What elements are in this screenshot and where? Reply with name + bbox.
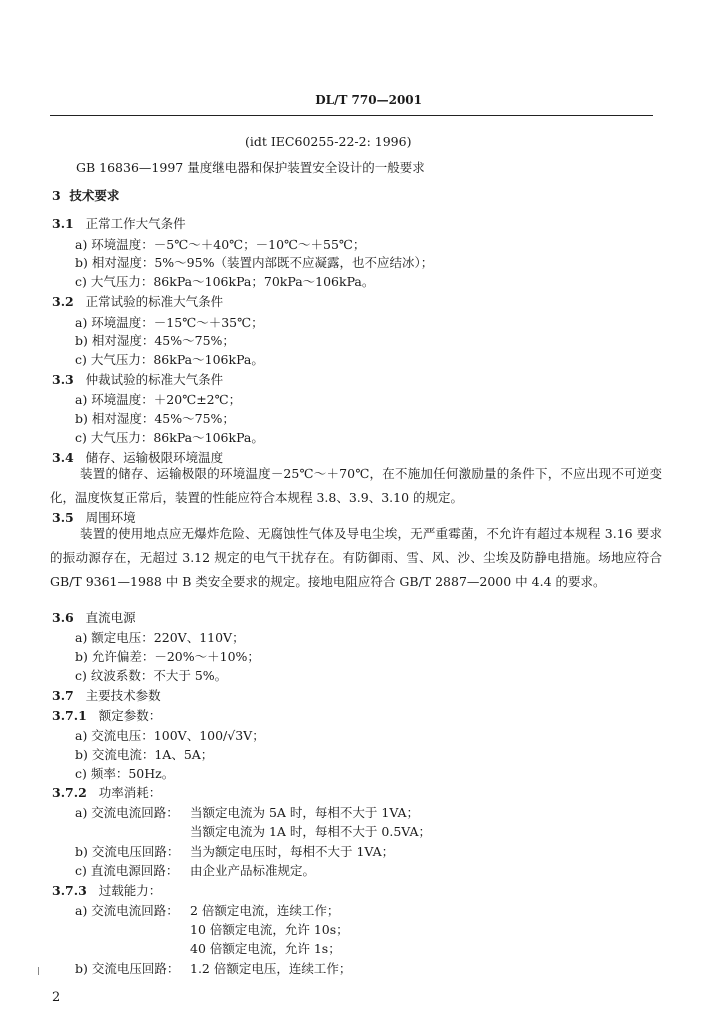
reference-gb16836: GB 16836—1997 量度继电器和保护装置安全设计的一般要求 bbox=[76, 160, 425, 175]
clause-3-6-item-b: b) 允许偏差：－20%～＋10%； bbox=[75, 649, 260, 664]
clause-3-7-2-item-c-line: 由企业产品标准规定。 bbox=[190, 863, 316, 878]
clause-3-7-2-item-a-line1: 当额定电流为 5A 时，每相不大于 1VA； bbox=[190, 805, 420, 820]
scan-mark bbox=[38, 967, 39, 975]
clause-title: 额定参数： bbox=[98, 708, 162, 723]
clause-3-2-heading bbox=[52, 292, 223, 310]
clause-3-7-2-item-c-label: c) 直流电源回路： bbox=[75, 863, 179, 878]
clause-3-3-item-b: b) 相对湿度：45%～75%； bbox=[75, 411, 235, 426]
clause-number: 3.1 bbox=[52, 216, 74, 231]
clause-title: 周围环境 bbox=[85, 510, 136, 525]
clause-3-5-body: 装置的使用地点应无爆炸危险、无腐蚀性气体及导电尘埃，无严重霉菌，不允许有超过本规程 3.16 要求的振动源存在，无超过 3.12 规定的电气干扰存在。有防御雨、雪、风、沙、尘埃及防静电措施。场地应符合 GB/T 9361—1988 中 B 类安全要求的规定。接地电阻应符合 GB/T 2887—2000 中 4.4 的要求。 bbox=[50, 526, 662, 589]
clause-3-3-item-a: a) 环境温度：＋20℃±2℃； bbox=[75, 392, 242, 407]
page-number: 2 bbox=[52, 990, 61, 1005]
clause-3-2-item-b: b) 相对湿度：45%～75%； bbox=[75, 333, 235, 348]
clause-title: 正常工作大气条件 bbox=[85, 216, 186, 231]
clause-3-7-2-item-a-label: a) 交流电流回路： bbox=[75, 805, 179, 820]
clause-number: 3.6 bbox=[52, 610, 74, 625]
clause-3-7-2-heading bbox=[52, 783, 161, 801]
section-number: 3 bbox=[52, 188, 61, 203]
clause-3-7-1-heading bbox=[52, 706, 161, 724]
clause-number: 3.7 bbox=[52, 688, 74, 703]
clause-3-1-item-a: a) 环境温度：－5℃～＋40℃；－10℃～＋55℃； bbox=[75, 237, 366, 252]
clause-3-6-item-c: c) 纹波系数：不大于 5%。 bbox=[75, 668, 228, 683]
clause-3-7-3-item-b-label: b) 交流电压回路： bbox=[75, 961, 180, 976]
clause-title: 直流电源 bbox=[85, 610, 136, 625]
clause-number: 3.4 bbox=[52, 450, 74, 465]
clause-3-7-heading bbox=[52, 686, 161, 704]
clause-title: 主要技术参数 bbox=[85, 688, 161, 703]
clause-number: 3.5 bbox=[52, 510, 74, 525]
clause-3-1-item-c: c) 大气压力：86kPa～106kPa；70kPa～106kPa。 bbox=[75, 274, 375, 289]
clause-3-1-item-b: b) 相对湿度：5%～95%（装置内部既不应凝露，也不应结冰）； bbox=[75, 255, 434, 270]
clause-number: 3.7.2 bbox=[52, 785, 87, 800]
clause-number: 3.3 bbox=[52, 372, 74, 387]
clause-3-7-2-item-a-line2: 当额定电流为 1A 时，每相不大于 0.5VA； bbox=[190, 824, 431, 839]
clause-3-2-item-c: c) 大气压力：86kPa～106kPa。 bbox=[75, 352, 264, 367]
section-title: 技术要求 bbox=[69, 188, 120, 203]
clause-3-2-item-a: a) 环境温度：－15℃～＋35℃； bbox=[75, 315, 264, 330]
clause-3-7-1-item-b: b) 交流电流：1A、5A； bbox=[75, 747, 214, 762]
document-code-header: DL/T 770—2001 bbox=[315, 93, 422, 107]
clause-number: 3.7.3 bbox=[52, 883, 87, 898]
clause-3-4-body: 装置的储存、运输极限的环境温度－25℃～＋70℃，在不施加任何激励量的条件下，不应出现不可逆变化，温度恢复正常后，装置的性能应符合本规程 3.8、3.9、3.10 的规定。 bbox=[50, 466, 662, 505]
clause-number: 3.2 bbox=[52, 294, 74, 309]
clause-3-7-3-heading bbox=[52, 881, 161, 899]
idt-note: (idt IEC60255-22-2: 1996) bbox=[245, 134, 412, 149]
clause-title: 过载能力： bbox=[98, 883, 162, 898]
clause-3-6-heading bbox=[52, 608, 136, 626]
clause-3-7-2-item-b-label: b) 交流电压回路： bbox=[75, 844, 180, 859]
clause-3-1-heading bbox=[52, 214, 186, 232]
clause-3-7-1-item-c: c) 频率：50Hz。 bbox=[75, 766, 175, 781]
clause-3-7-2-item-b-line: 当为额定电压时，每相不大于 1VA； bbox=[190, 844, 395, 859]
clause-3-7-3-item-b-line: 1.2 倍额定电压，连续工作； bbox=[190, 961, 352, 976]
clause-3-7-1-item-a: a) 交流电压：100V、100/√3V； bbox=[75, 728, 265, 743]
clause-3-7-3-item-a-line3: 40 倍额定电流，允许 1s； bbox=[190, 941, 341, 956]
clause-3-7-3-item-a-line2: 10 倍额定电流，允许 10s； bbox=[190, 922, 349, 937]
clause-3-6-item-a: a) 额定电压：220V、110V； bbox=[75, 630, 245, 645]
clause-3-7-3-item-a-label: a) 交流电流回路： bbox=[75, 903, 179, 918]
clause-title: 储存、运输极限环境温度 bbox=[85, 450, 224, 465]
clause-3-3-heading bbox=[52, 370, 223, 388]
clause-number: 3.7.1 bbox=[52, 708, 87, 723]
clause-title: 功率消耗： bbox=[98, 785, 162, 800]
header-rule bbox=[50, 115, 653, 116]
clause-3-7-3-item-a-line1: 2 倍额定电流，连续工作； bbox=[190, 903, 340, 918]
clause-title: 正常试验的标准大气条件 bbox=[85, 294, 224, 309]
section-3-heading bbox=[52, 186, 119, 204]
clause-3-3-item-c: c) 大气压力：86kPa～106kPa。 bbox=[75, 430, 264, 445]
clause-title: 仲裁试验的标准大气条件 bbox=[85, 372, 224, 387]
